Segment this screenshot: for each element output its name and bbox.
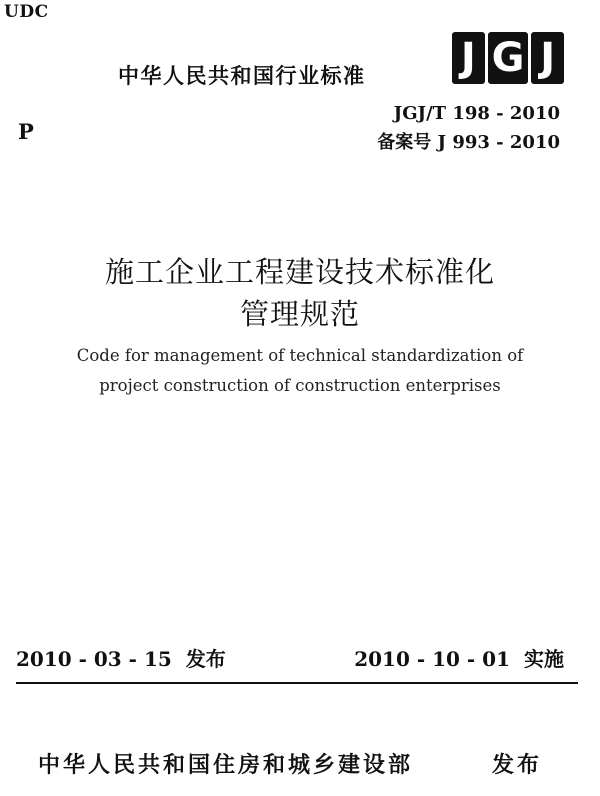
implement-date-row: [354, 643, 564, 672]
industry-standard-label: 中华人民共和国行业标准: [118, 64, 366, 88]
implement-label: 实施: [524, 647, 564, 671]
divider-rule: [16, 682, 578, 684]
jgj-logo: [452, 32, 564, 84]
title-zh-line2: 管理规范: [239, 297, 360, 331]
publish-label: 发布: [492, 753, 543, 778]
standard-code: JGJ/T 198 - 2010: [393, 103, 560, 124]
issue-label: 发布: [185, 647, 226, 671]
publisher-name: 中华人民共和国住房和城乡建设部: [38, 753, 414, 778]
title-en-line1: Code for management of technical standardization of: [76, 346, 524, 365]
record-number: 备案号 J 993 - 2010: [377, 132, 560, 153]
title-en-line2: project construction of construction enterprises: [99, 376, 501, 395]
udc-label: UDC: [4, 2, 49, 22]
logo-letter-1: J: [452, 32, 485, 84]
implement-date: 2010 - 10 - 01: [354, 647, 510, 671]
title-zh-line1: 施工企业工程建设技术标准化: [104, 255, 495, 289]
classification-code: P: [18, 119, 34, 144]
logo-letter-2: G: [488, 32, 529, 84]
issue-date: 2010 - 03 - 15: [16, 647, 172, 671]
issue-date-row: [16, 643, 226, 672]
logo-letter-3: J: [531, 32, 564, 84]
